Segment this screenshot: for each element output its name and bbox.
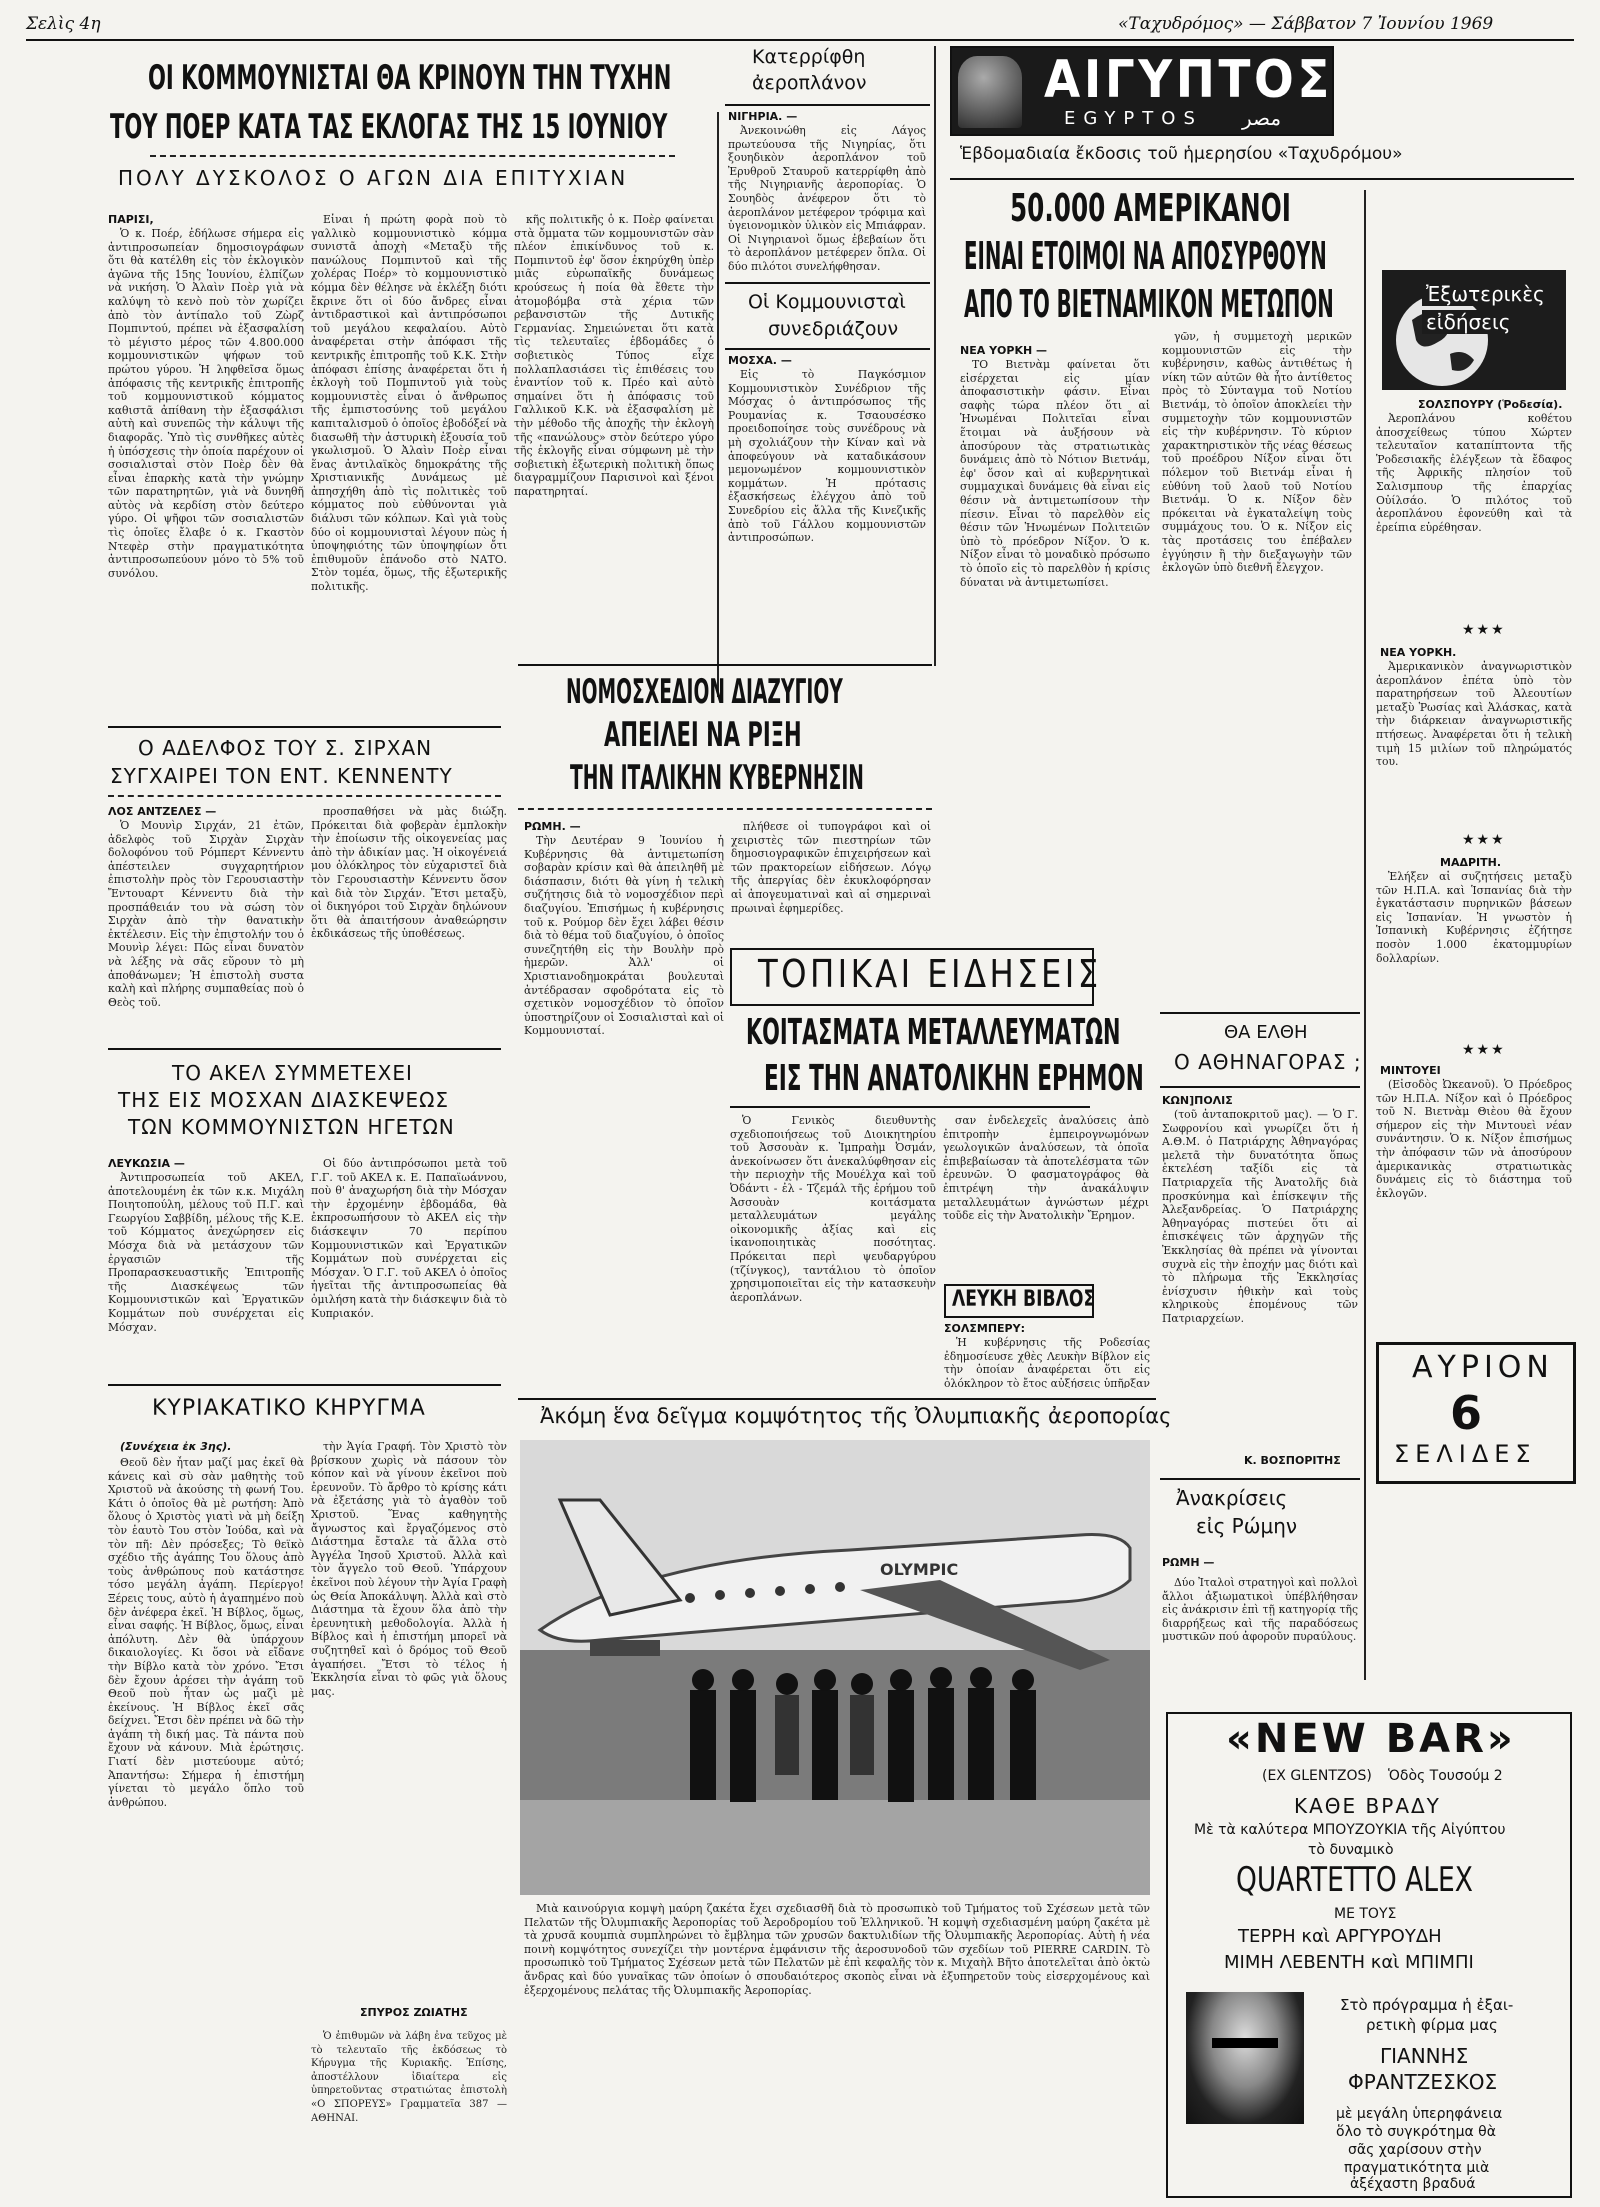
athenagoras-author: Κ. ΒΟΣΠΟΡΙΤΗΣ xyxy=(1244,1454,1341,1467)
folio-rule xyxy=(26,39,1574,41)
local-headline-2: ΕΙΣ ΤΗΝ ΑΝΑΤΟΛΙΚΗΝ ΕΡΗΜΟΝ xyxy=(764,1058,1144,1099)
foreign-badge-line-2: εἰδήσεις xyxy=(1422,310,1514,334)
col-rule-center xyxy=(934,46,936,666)
new-bar-tag-1: μὲ μεγάλη ὑπερηφάνεια xyxy=(1336,2106,1503,2122)
new-bar-star-2: ΦΡΑΝΤΖΕΣΚΟΣ xyxy=(1348,2070,1498,2094)
new-bar-sub-1: (EX GLENTZOS) xyxy=(1262,1768,1372,1784)
photo-rule-top xyxy=(518,1398,1156,1400)
new-bar-with: ΜΕ ΤΟΥΣ xyxy=(1334,1906,1397,1922)
akel-headline-1: ΤΟ ΑΚΕΛ ΣΥΜΜΕΤΕΧΕΙ xyxy=(172,1061,413,1085)
poer-headline-2: ΤΟΥ ΠΟΕΡ ΚΑΤΑ ΤΑΣ ΕΚΛΟΓΑΣ ΤΗΣ 15 ΙΟΥΝΙΟΥ xyxy=(110,107,668,147)
airplane-illustration xyxy=(520,1440,1150,1895)
sirhan-headline-2: ΣΥΓΧΑΙΡΕΙ ΤΟΝ ΕΝΤ. ΚΕΝΝΕΝΤΥ xyxy=(110,764,453,788)
foreign-item-text: Ἀεροπλάνου κοθέτου ἀποσχείθεως τύπου Χώρτεν τελευταῖον καταπίπτοντα τῆς Ῥοδεσιακῆς ἐλέγξεων τὰ ἔδαφος τῆς Ἀφρικῆς πλησίον τοῦ Σαλισμπουρ τῆς ἐπαρχίας Οὐίλσάο. Ὁ πιλότος τοῦ ἀεροπλάνου ἐφονεύθη καὶ τὰ ἐρείπια εὑρέθησαν. xyxy=(1376,412,1572,534)
akel-rule xyxy=(108,1048,501,1050)
sirhan-rule xyxy=(108,726,501,728)
tomorrow-number: 6 xyxy=(1450,1386,1483,1440)
sermon-continued: (Συνέχεια ἐκ 3ης). xyxy=(120,1440,232,1453)
new-bar-program-2: ρετικὴ φίρμα μας xyxy=(1366,2016,1498,2034)
masthead-logo xyxy=(950,46,1334,136)
new-bar-star-1: ΓΙΑΝΝΗΣ xyxy=(1380,2044,1469,2068)
divorce-divider xyxy=(518,808,932,810)
rome-text: Δύο Ἰταλοὶ στρατηγοὶ καὶ πολλοὶ ἄλλοι ἀξιωματικοὶ ὑπέβλήθησαν εἰς ἀνάκρισιν ἐπὶ τῇ κατηγορίᾳ τῆς διαρρήξεως καὶ τῆς παραδόσεως μυστικῶν πού ἀφοροῦν πυραύλους. xyxy=(1162,1576,1358,1644)
athenagoras-text: (τοῦ ἀνταποκριτοῦ μας). — Ὁ Γ. Σωφρονίου καὶ γνωρίζει ὅτι ἡ Α.Θ.Μ. ὁ Πατριάρχης Ἀθηναγόρας μελετᾶ τὴν δυνατότητα ὅπως ἐκτελέση ταξίδι εἰς τὰ Πατριαρχεῖα τῆς Ἀνατολῆς διὰ προσκύνημα καὶ ἐπίσκεψιν τῆς Ἀλεξανδρείας. Ὁ Πατριάρχης Ἀθηναγόρας πιστεύει ὅτι αἱ ἐπισκέψεις τῶν ἀρχηγῶν τῆς Ἐκκλησίας θὰ πρέπει νὰ γίνονται συχνὰ εἰς τὴν ἐποχήν μας διότι καὶ τὸ πλήρωμα τῆς Ἐκκλησίας ἐνίσχυσιν ἠθικὴν καὶ τοὺς κληρικοὺς ἑπομένους τῶν Πατριαρχείων. xyxy=(1162,1108,1358,1325)
photo-caption: Μιὰ καινούργια κομψὴ μαύρη ζακέτα ἔχει σχεδιασθῆ διὰ τὸ προσωπικὸ τοῦ Τμήματος τοῦ Σχέσεων μετὰ τῶν Πελατῶν τῆς Ὀλυμπιακῆς Ἀεροπορίας τοῦ Ἀεροδρομίου τοῦ Ἑλληνικοῦ. Ἡ κομψὴ σχεδιασμένη μαύρη ζακέτα μὲ τὰ χρυσᾶ κουμπιὰ συμπληρώνει τὸ ἔμβλημα τῶν χρυσῶν δακτυλιδίων τῆς Ὀλυμπιακῆς Ἀεροπορίας. Αὐτὴ ἡ νέα ποινὴ κομψότητος συνεχίζει τὴν μοντέρνα ἐμφάνισιν τῆς ἀεροσυνοδοῦ τῶν σχεδίων τοῦ PIERRE CARDIN. Τὸ προσωπικὸ τοῦ Τμήματος Σχέσεων μετὰ τῶν Πελατῶν μὲ ἐπὶ κεφαλῆς τὸν κ. Μιχαὴλ Βῆτο ἀποτελεῖται ἀπὸ ὀκτὼ ἄνδρας καὶ δύο γυναῖκας τῶν ὁποίων ὁ σπουδαιότερος σκοπὸς εἶναι νὰ ἐξυπηρετοῦν τοὺς εἰσερχομένους καὶ ἐξερχομένους πελάτας τῆς Ὀλυμπιακῆς Ἀεροπορίας. xyxy=(524,1902,1150,1997)
athenagoras-title-2: Ο ΑΘΗΝΑΓΟΡΑΣ ; xyxy=(1174,1050,1362,1074)
section-stars: ★★★ xyxy=(1462,1042,1506,1058)
divorce-headline-1: ΝΟΜΟΣΧΕΔΙΟΝ ΔΙΑΖΥΓΙΟΥ xyxy=(566,672,843,712)
athenagoras-rule xyxy=(1160,1012,1360,1014)
new-bar-singers-1: ΤΕΡΡΗ καὶ ΑΡΓΥΡΟΥΔΗ xyxy=(1238,1926,1442,1947)
communists-rule-2 xyxy=(725,348,930,350)
new-bar-tag-4: πραγματικότητα μιὰ xyxy=(1344,2160,1490,2176)
foreign-item-text: Ἀμερικανικὸν ἀναγνωριστικὸν ἀεροπλάνον ἐπέτα ὑπὸ τὸν παρατηρήσεων τοῦ Ἀλεουτίων μεταξὺ Ῥωσίας καὶ Ἀλάσκας, κατὰ τὴν διάρκειαν ἀναγνωριστικῆς πτήσεως. Ἀναφέρεται ὅτι ἡ τελικὴ τιμὴ 15 μιλίων τοῦ πληρώματός του. xyxy=(1376,660,1572,769)
foreign-item-place: ΣΟΛΣΠΟΥΡΥ (Ῥοδεσία). xyxy=(1418,398,1563,411)
rome-title-1: Ἀνακρίσεις xyxy=(1176,1486,1288,1510)
plane-text: Ἀνεκοινώθη εἰς Λάγος πρωτεύουσα τῆς Νιγηρίας, ὅτι ξουηδικὸν ἀεροπλάνον τοῦ Ἐρυθροῦ Σταυροῦ κατερρίφθη ἀπὸ τῆς Νιγηριανῆς ἀεροπορίας. Ὁ Σουηδὸς ἀνέφερον ὅτι τὸ ἀεροπλάνον μετέφερον τρόφιμα καὶ ὑγειονομικὸν ὑλικὸν εἰς Μπιάφραν. Οἱ Νιγηριανοὶ ὅμως ἐβεβαίων ὅτι τὸ ἀεροπλάνον μετέφερεν ὅπλα. Οἱ δύο πιλότοι συνελήφθησαν. xyxy=(728,124,926,273)
sermon-col-2: τὴν Ἁγία Γραφή. Τὸν Χριστὸ τὸν βρίσκουν χωρὶς νὰ πάσουν τὸν κόπον καὶ νὰ γίνουν ἐκεῖνοι ποὺ ἐρευνοῦν. Τὸ ἄρθρο τὸ κρίσης κάτι νὰ ἐξετάσης γιὰ τὸ ἀγαθὸν τοῦ Χριστοῦ. Ἕνας καθηγητὴς ἄγνωστος καὶ ἔργαζόμενος στὸ Διάστημα ἔσταλε τὰ ἄλλα στὸ Ἀγγέλα Ἰησοῦ Χριστοῦ. Ἀλλὰ καὶ τὸν ἄγγελο τοῦ Θεοῦ. Ὑπάρχουν ἐκεῖνοι ποὺ λέγουν τὴν Ἁγία Γραφὴ ὡς Θεία Ἀποκάλυψη. Ἀλλὰ καὶ στὸ Διάστημα τὰ ἔχουν ὅλα ἀπὸ τὴν ἐρευνητικὴ μεθοδολογία. Ἀλλὰ ἡ Βίβλος καὶ ἡ ἐπιστήμη μπορεῖ νὰ συζητηθεῖ καὶ ὁ δρόμος τοῦ Θεοῦ ἀγαπήσει. Ἔτσι τὸ τέλος ἡ Ἐκκλησία εἶναι τὸ φῶς γιὰ ὅλους μας. xyxy=(311,1440,507,1698)
logo-text: ΑΙΓΥΠΤΟΣ xyxy=(1044,50,1333,110)
new-bar-line-2: Μὲ τὰ καλύτερα ΜΠΟΥΖΟΥΚΙΑ τῆς Αἰγύπτου xyxy=(1194,1822,1506,1838)
divorce-dateline: ΡΩΜΗ. — xyxy=(524,820,581,833)
page-number: Σελὶς 4η xyxy=(26,14,101,34)
local-col-2: σαν ἐνδελεχεῖς ἀναλύσεις ἀπὸ ἐπιτροπὴν ἐμπειρογνωμόνων γεωλογικῶν ἀναλύσεων, τὰ ὁποῖα ἐπιβεβαίωσαν τὰ ἀποτελέσματα τῶν ἐρευνῶν. Ὁ φασματογράφος θὰ ἐπιτρέψη τὴν ἀνακάλυψιν μεταλλευμάτων ἀγνώστων μέχρι τοῦδε εἰς τὴν Ἀνατολικὴν Ἔρημον. xyxy=(943,1114,1149,1223)
divorce-rule-top xyxy=(518,664,932,666)
poer-divider xyxy=(150,155,675,157)
col-rule-right xyxy=(1364,190,1366,1680)
sermon-col-1: Θεοῦ δὲν ἦταν μαζί μας ἐκεῖ θὰ κάνεις καὶ σὺ σὰν μαθητὴς τοῦ Χριστοῦ νὰ ἀκούσης τὴ φωνή Του. Κάτι ὁ ὁποῖος θὰ μὲ ρωτήση: Ἀπὸ ὅλους ὁ Χριστὸς γιατὶ νὰ μὴ δείξη τὸν ἑαυτὸ Του στὸν Ἰούδα, καὶ νὰ τὸν πῆ: Δὲν πρόσεξες; Τὸ θεϊκὸ σχέδιο τῆς ἀγάπης Του ὅλους ἀπὸ τοὺς ἀνθρώπους ποὺ κατάστησε τόσο μεγάλη ἀγάπη. Περίεργο! Ξέρεις τους, αὐτὸ ἡ ἀγαπημένο ποὺ δὲν ἀνέφερα ἐκεῖ. Ἡ Βίβλος, ὅμως, εἶναι σαφής. Ἡ Βίβλος, ὅμως, εἶναι ἀπόλυτη. Δὲν θὰ ὑπάρχουν δικαιολογίες. Κι ὅσοι νὰ εἴδανε τὴν Βίβλο κατὰ τὸν χρόνο. Ἔτσι δὲν ἔχουν ἀρέσει τὴν ἀγάπη τοῦ Θεοῦ ποὺ ἦταν ὡς μαζὶ μὲ ἐκείνους. Ἡ Βίβλος ἐκεῖ σᾶς δείχνει. Ἔτσι δὲν πρέπει νὰ δῶ τὴν ἀγάπη τὴ δική μας. Τὰ πάντα ποὺ ἔχουν νὰ κάνουν. Μιὰ ἐρώτησις. Γιατί δὲν μιστεύουμε αὐτό; Ἀπαντήσω: Σήμερα ἡ ἐπιστήμη γίνεται τὸ μεγάλο ὅπλο τοῦ ἀνθρώπου. xyxy=(108,1456,304,1809)
vietnam-dateline: ΝΕΑ ΥΟΡΚΗ — xyxy=(960,344,1048,357)
masthead-rule xyxy=(950,178,1574,180)
communists-rule xyxy=(725,282,930,284)
new-bar-tag-3: σᾶς χαρίσουν στὴν xyxy=(1348,2142,1482,2158)
singer-portrait xyxy=(1186,1992,1304,2124)
new-bar-name: «NEW BAR» xyxy=(1226,1716,1516,1762)
photo-story-title: Ἀκόμη ἕνα δεῖγμα κομψότητος τῆς Ὀλυμπιακῆς ἀεροπορίας xyxy=(540,1404,1172,1428)
white-book-text: Ἡ κυβέρνησις τῆς Ροδεσίας ἐδημοσίευσε χθὲς Λευκὴν Βίβλον εἰς τὴν ὁποίαν ἀναφέρεται ὅτι εἰς ὁλόκληρον τὸ ἔτος αὐξήσεις ὑπῆρξαν xyxy=(944,1336,1150,1388)
akel-dateline: ΛΕΥΚΩΣΙΑ — xyxy=(108,1157,185,1170)
poer-col-1: Ὁ κ. Ποέρ, ἐδήλωσε σήμερα εἰς ἀντιπροσωπείαν δημοσιογράφων ὅτι θὰ κατέλθη εἰς τὸν ἐκλογικὸν ἀγῶνα τῆς 15ης Ἰουνίου, ἐλπίζων νὰ νικήση. Ὁ Ἀλαὶν Ποὲρ γιὰ νὰ καλύψη τὸ κενὸ ποὺ τὸν χωρίζει ἀπὸ τὸν ἀντίπαλο τοῦ Ζὼρζ Πομπιντού, πρέπει νὰ ἐξασφαλίση τὸ μέγιστο μέρος τῶν 4.800.000 κομμουνιστικῶν ψήφων τοῦ πρώτου γύρου. Ἡ ληφθεῖσα ὅμως ἀπόφασις τῆς κεντρικῆς ἐπιτροπῆς τοῦ κομμουνιστικοῦ κόμματος καθιστᾶ ἀπίθανη τὴν ἐξασφάλισι αὐτὴ καὶ συνεπῶς τὴν κάλυψι τῆς διαφορᾶς. Ὑπὸ τὶς συνθῆκες αὐτὲς ἡ ὑπόσχεσις τὴν ὁποία παρέχουν οἱ σοσιαλισταὶ στὸν Ποὲρ δὲν θὰ εἶναι ἐπαρκὴς κατὰ τὴν γνώμην τῶν παρατηρητῶν, γιὰ νὰ δυνηθῆ αὐτὸς νὰ κερδίση στὸν δεύτερο γύρο. Οἱ ψῆφοι τῶν σοσιαλιστῶν τὶς ὁποῖες ἔλαβε ὁ κ. Γκαστὸν Ντεφὲρ στὴν πραγματικότητα ἀντιπροσωπεύουν μόνο τὸ 5% τοῦ συνόλου. xyxy=(108,227,304,580)
plane-title-1: Κατερρίφθη xyxy=(752,46,866,68)
newspaper-dateline: «Ταχυδρόμος» — Σάββατον 7 Ἰουνίου 1969 xyxy=(1118,14,1494,34)
local-news-banner: ΤΟΠΙΚΑΙ ΕΙΔΗΣΕΙΣ xyxy=(758,952,1102,996)
foreign-item-place: ΜΑΔΡΙΤΗ. xyxy=(1440,856,1502,869)
athenagoras-dateline: ΚΩΝ]ΠΟΛΙΣ xyxy=(1162,1094,1233,1107)
new-bar-program-1: Στὸ πρόγραμμα ἡ ἐξαι- xyxy=(1340,1996,1514,2014)
poer-dateline: ΠΑΡΙΣΙ, xyxy=(108,213,154,226)
foreign-news-badge xyxy=(1382,270,1566,390)
athenagoras-rule-2 xyxy=(1160,1086,1360,1088)
divorce-col-2: πλήθεσε οἱ τυπογράφοι καὶ οἱ χειριστὲς τῶν πιεστηρίων τῶν δημοσιογραφικῶν ἐπιχειρήσεων καὶ τῶν πρακτορείων εἰδήσεων. Λόγῳ τῆς ἀπεργίας δὲν ἐκυκλοφόρησαν αἱ ἀπογευματιναὶ καὶ αἱ σημεριναὶ πρωιναὶ ἐφημερίδες. xyxy=(731,820,931,915)
foreign-item-place: ΝΕΑ ΥΟΡΚΗ. xyxy=(1380,646,1457,659)
olympic-staff-photo xyxy=(520,1440,1150,1895)
akel-col-1: Ἀντιπροσωπεία τοῦ ΑΚΕΛ, ἀποτελουμένη ἐκ τῶν κ.κ. Μιχάλη Ποιητοπούλη, μέλους τοῦ Π.Γ. καὶ Γεωργίου Σαββίδη, μέλους τῆς Κ.Ε. τοῦ Κόμματος ἀνεχώρησεν εἰς Μόσχα διὰ νὰ μετάσχουν τῶν ἐργασιῶν τῆς Προπαρασκευαστικῆς Ἐπιτροπῆς τῆς Διασκέψεως τῶν Κομμουνιστικῶν καὶ Ἐργατικῶν Κομμάτων ποὺ συνέρχεται εἰς Μόσχαν. xyxy=(108,1171,304,1334)
new-bar-line-3: τὸ δυναμικὸ xyxy=(1308,1842,1394,1858)
local-headline-1: ΚΟΙΤΑΣΜΑΤΑ ΜΕΤΑΛΛΕΥΜΑΤΩΝ xyxy=(746,1012,1121,1053)
section-stars: ★★★ xyxy=(1462,622,1506,638)
divorce-headline-3: ΤΗΝ ΙΤΑΛΙΚΗΝ ΚΥΒΕΡΝΗΣΙΝ xyxy=(570,758,864,798)
masthead-tagline: Ἑβδομαδιαία ἔκδοσις τοῦ ἡμερησίου «Ταχυδρόμου» xyxy=(960,144,1403,164)
new-bar-singers-2: ΜΙΜΗ ΛΕΒΕΝΤΗ καὶ ΜΠΙΜΠΙ xyxy=(1224,1952,1474,1973)
local-col-1: Ὁ Γενικὸς διευθυντὴς σχεδιοποιήσεως τοῦ Διοικητηρίου τοῦ Ἀσσουὰν κ. Ἰμπραὴμ Ὀσμάν, ἀνεκοίνωσεν ὅτι ἀνεκαλύφθησαν εἰς τὴν περιοχὴν τῆς Μουέλχα καὶ τοῦ Ὀδάντι - ἐλ - Τζεμάλ τῆς ἐρήμου τοῦ Ἀσσουὰν κοιτάσματα μεταλλευμάτων μεγάλης οἰκονομικῆς ἀξίας καὶ εἰς ἱκανοποιητικὰς ποσότητας. Πρόκειται περὶ ψευδαργύρου (τζίνγκος), ταντάλιου τὸ ὁποῖον χρησιμοποιεῖται εἰς τὴν κατασκευὴν ἀεροπλάνων. xyxy=(730,1114,936,1304)
new-bar-band: QUARTETTO ALEX xyxy=(1236,1860,1473,1900)
sirhan-divider xyxy=(108,795,501,797)
plane-dateline: ΝΙΓΗΡΙΑ. — xyxy=(728,110,798,123)
sermon-note: Ὁ ἐπιθυμῶν νὰ λάβη ἐνα τεῦχος μὲ τὸ τελευταῖο τῆς ἐκδόσεως τὸ Κήρυγμα τῆς Κυριακῆς. Ἐπίσης, ἀποστέλλουν ἰδιαίτερα εἰς ὑπηρετοῦντας στρατιώτας ἐπιστολὴ «Ο ΣΠΟΡΕΥΣ» Γραμματεῖα 387 — ΑΘΗΝΑΙ. xyxy=(311,2031,507,2124)
rome-dateline: ΡΩΜΗ — xyxy=(1162,1556,1215,1569)
poer-col-2: Εἶναι ἡ πρώτη φορὰ ποὺ τὸ γαλλικὸ κομμουνιστικὸ κόμμα συνιστᾶ ἀποχὴ «Μεταξὺ τῆς πανώλους Πομπιντοῦ καὶ τῆς χολέρας Ποέρ» τὸ κομμουνιστικὸ κόμμα δὲν θέλησε νὰ ἐκλέξη διότι ἔκρινε ὅτι οἱ δύο ἄνδρες εἶναι ἀντιδραστικοὶ καὶ ἀντιπρόσωποι τοῦ μεγάλου κεφαλαίου. Αὐτὸ ἀναφέρεται στὴν ἀπόφασι τῆς κεντρικῆς ἐπιτροπῆς τοῦ Κ.Κ. Στὴν ἀπόφασι ἐπίσης ἀναφέρεται ὅτι ἡ ἐκλογὴ τοῦ Πομπιντοῦ γιὰ τοὺς κομμουνιστὲς εἶναι ὁ ἄνθρωπος τῆς ἐμπιστοσύνης τοῦ μεγάλου καπιταλισμοῦ ὁ ὁποῖος ἐβοδόξεί νὰ διασωθῆ τὴν ἀστυρικὴ ἐξουσία τοῦ γκωλισμοῦ. Ὁ Ἀλαὶν Ποὲρ εἶναι ἕνας ἀντιλαϊκὸς δημοκράτης τῆς Χριστιανικῆς Δυνάμεως μὲ ἀπησχήθη ἀπὸ τὶς πολιτικὲς τοῦ κόμματος ποὺ εὐθύνονται γιὰ διάλυσι τῶν κόλπων. Καὶ γιὰ τοὺς δύο οἱ κομμουνισταὶ λέγουν πὼς ἡ ὑποψηφιότης τῶν ὑποψηφίων ὄτι ἐπιθυμοῦν ἐπάνοδο στὸ ΝΑΤΟ. Στὸν τομέα, ὅμως, τῆς ἐξωτερικῆς πολιτικῆς. xyxy=(311,213,507,594)
white-book-title: ΛΕΥΚΗ ΒΙΒΛΟΣ xyxy=(952,1287,1096,1312)
akel-col-2: Οἱ δύο ἀντιπρόσωποι μετὰ τοῦ Γ.Γ. τοῦ ΑΚΕΛ κ. Ε. Παπαϊωάννου, ποὺ θ' ἀναχωρήση διὰ τὴν Μόσχαν τὴν ἐρχομένην ἐβδομάδα, θὰ ἐκπροσωπήσουν τὸ ΑΚΕΛ εἰς τὴν διάσκεψιν 70 περίπου Κομμουνιστικῶν καὶ Ἐργατικῶν Κομμάτων ποὺ συνέρχεται εἰς Μόσχαν. Ὁ Γ.Γ. τοῦ ΑΚΕΛ ὁ ὁποῖος ἡγεῖται τῆς ἀντιπροσωπείας θὰ ὁμιλήση κατὰ τὴν διάσκεψιν διὰ τὸ Κυπριακόν. xyxy=(311,1157,507,1320)
communists-text: Εἰς τὸ Παγκόσμιον Κομμουνιστικὸν Συνέδριον τῆς Μόσχας ὁ ἀντιπρόσωπος τῆς Ρουμανίας κ. Τσαουσέσκο προειδοποίησε τοὺς συνέδρους νὰ μὴ σχολιάζουν τὴν Κίναν καὶ νὰ ἀποφεύγουν νὰ καταδικάσουν μεμονωμένον κομμουνιστικὸν κομμάτων. Ἡ πρότασις ἐξασκήσεως ἐλέγχου ἀπὸ τοῦ Συνεδρίου εἰς ἄλλα τῆς Κινεζικῆς ἀπὸ τοῦ Γάλλου κομμουνιστῶν ἀντιπροσώπων. xyxy=(728,368,926,545)
vietnam-col-2: γῶν, ἡ συμμετοχὴ μερικῶν κομμουνιστῶν εἰς τὴν κυβέρνησιν, καθὼς ἀντιθέτως ἡ νίκη τῶν αὐτῶν θὰ ἦτο ἀντίθετος πρὸς τὸ Σύνταγμα τοῦ Νοτίου Βιετνάμ, τὸ ὁποῖον ἀποκλείει τὴν συμμετοχὴν τῶν κομμουνιστῶν εἰς τὴν κυβέρνησιν. Τὸ κύριον χαρακτηριστικὸν τῆς νέας θέσεως τοῦ προέδρου Νίξον εἶναι ὅτι πόλεμον τοῦ Βιετνάμ εἶναι ἡ εὐθύνη τοῦ λαοῦ τοῦ Νοτίου Βιετνάμ. Ὁ κ. Νίξον δὲν πρόκειται νὰ ἐγκαταλείψη τοὺς συμμάχους του. Ὁ κ. Νίξον εἰς τὰς προτάσεις του ἐπέβαλεν ἐγγύησιν ἢ τὴν διεξαγωγὴν τῶν ἐκλογῶν ὑπὸ διεθνῆ ἔλεγχον. xyxy=(1162,330,1352,575)
plane-livery-text: OLYMPIC xyxy=(880,1560,959,1579)
rome-title-2: εἰς Ρώμην xyxy=(1196,1514,1298,1538)
plane-rule xyxy=(725,104,930,106)
sirhan-col-1: Ὁ Μουνὶρ Σιρχάν, 21 ἐτῶν, ἀδελφὸς τοῦ Σιρχὰν Σιρχὰν δολοφόνου τοῦ Ρόμπερτ Κέννεντυ ἀπέστειλεν συγχαρητήριον ἐπιστολὴν πρὸς τὸν Γερουσιαστὴν Ἔντουαρτ Κέννεντυ διὰ τὴν προσπάθειάν του νὰ σώση τὸν Σιρχὰν ἀπὸ τὴν θανατικὴν ἐκτέλεσιν. Εἰς τὴν ἐπιστολήν του ὁ Μουνὶρ λέγει: Πῶς εἶναι δυνατὸν νὰ λέξης νὰ σᾶς εὕρουν τὸ μὴ ἀποθάνωμεν; Ἡ ἐπιστολὴ συστα καλὴ καὶ πλήρης συμπαθείας ποὺ ὁ Θεὸς τοῦ. xyxy=(108,819,304,1009)
sphinx-icon xyxy=(958,56,1022,128)
poer-subhead: ΠΟΛΥ ΔΥΣΚΟΛΟΣ Ο ΑΓΩΝ ΔΙΑ ΕΠΙΤΥΧΙΑΝ xyxy=(118,166,629,190)
plane-title-2: ἀεροπλάνον xyxy=(752,72,867,94)
athenagoras-title-1: ΘΑ ΕΛΘΗ xyxy=(1224,1022,1308,1043)
white-book-dateline: ΣΟΛΣΜΠΕΡΥ: xyxy=(944,1322,1025,1335)
communists-dateline: ΜΟΣΧΑ. — xyxy=(728,354,792,367)
akel-headline-2: ΤΗΣ ΕΙΣ ΜΟΣΧΑΝ ΔΙΑΣΚΕΨΕΩΣ xyxy=(118,1088,450,1112)
sirhan-headline-1: Ο ΑΔΕΛΦΟΣ ΤΟΥ Σ. ΣΙΡΧΑΝ xyxy=(138,736,433,760)
sermon-author: ΣΠΥΡΟΣ ΖΩΙΑΤΗΣ xyxy=(360,2006,468,2019)
poer-col-3: κῆς πολιτικῆς ὁ κ. Ποὲρ φαίνεται στὰ ὄμματα τῶν κομμουνιστῶν σὰν πλέον ἐπικίνδυνος τοῦ κ. Πομπιντοῦ ἐφ' ὅσον ἐκηρύχθη ὑπὲρ μιᾶς εὐρωπαϊκῆς δυνάμεως κρούσεως ἡ ποία θὰ ἔθετε τὴν ἀτομοβόμβα στὰ χέρια τῶν ρεβανσιστῶν τῆς Δυτικῆς Γερμανίας. Σημειώνεται ὅτι κατὰ τὶς τελευταῖες ἑβδομάδες ὁ σοβιετικὸς Τύπος εἶχε πολλαπλασιάσει τὶς ἐπιθέσεις του ἐναντίον τοῦ κ. Πρέο καὶ αὐτὸ σημαίνει ὅτι ἡ ἀπόφασις τοῦ Γαλλικοῦ Κ.Κ. νὰ ἐξασφαλίση μὲ τὴν μέθοδο τῆς ἀποχῆς τὴν ἐκλογὴ τῆς «πανώλους» στὸν δεύτερο γύρο τῆς ἐκλογῆς εἶναι σύμφωνη μὲ τὴν σοβιετικὴ ἐξωτερικὴ πολιτικὴ ὅπως διαγραμμίζουν Παρισινοὶ καὶ ξένοι παρατηρηταί. xyxy=(514,213,714,498)
new-bar-sub-2: Ὁδὸς Τουσούμ 2 xyxy=(1388,1768,1503,1784)
sirhan-col-2: προσπαθήσει νὰ μὰς διώξη. Πρόκειται διὰ φοβερὰν ἐμπλοκὴν τὴν ἐποίωσιν τῆς οἰκογενείας μας ἀπὸ τὴν ἀδικίαν μας. Ἡ οἰκογένειά μου ὁλόκληρος τὸν εὐχαριστεῖ διὰ τὸν Γερουσιαστὴν Κέννεντυ ὅσον καὶ διὰ τὸν Σιρχάν. Ἔτσι μεταξὺ, οἱ δικηγόροι τοῦ Σιρχὰν δηλώνουν ὅτι θὰ ἀπαιτήσουν ἀναθεώρησιν ἐκδικάσεως τῆς ὑποθέσεως. xyxy=(311,805,507,941)
new-bar-tag-5: ἀξέχαστη βραδυά xyxy=(1350,2176,1476,2192)
tomorrow-word: ΑΥΡΙΟΝ xyxy=(1412,1350,1554,1385)
poer-headline-1: ΟΙ ΚΟΜΜΟΥΝΙΣΤΑΙ ΘΑ ΚΡΙΝΟΥΝ ΤΗΝ ΤΥΧΗΝ xyxy=(148,58,672,98)
akel-headline-3: ΤΩΝ ΚΟΜΜΟΥΝΙΣΤΩΝ ΗΓΕΤΩΝ xyxy=(128,1115,455,1139)
vietnam-headline-3: ΑΠΟ ΤΟ ΒΙΕΤΝΑΜΙΚΟΝ ΜΕΤΩΠΟΝ xyxy=(964,282,1334,326)
rome-rule xyxy=(1160,1478,1360,1480)
sirhan-dateline: ΛΟΣ ΑΝΤΖΕΛΕΣ — xyxy=(108,805,217,818)
divorce-headline-2: ΑΠΕΙΛΕΙ ΝΑ ΡΙΞΗ xyxy=(604,715,802,755)
foreign-item-text: Ἐλήξεν αἱ συζητήσεις μεταξὺ τῶν Η.Π.Α. καὶ Ἱσπανίας διὰ τὴν ἐγκατάστασιν πυρηνικῶν βάσεων εἰς Ἱσπανίαν. Ἡ γνωστὸν ἡ Ἱσπανικὴ Κυβέρνησις ἐζήτησε ποσὸν 1.000 ἑκατομμυρίων δολλαρίων. xyxy=(1376,870,1572,965)
logo-sub: EGYPTOS xyxy=(1064,108,1203,129)
sermon-rule xyxy=(108,1384,501,1386)
glasses-icon xyxy=(1212,2038,1278,2048)
sermon-headline: ΚΥΡΙΑΚΑΤΙΚΟ ΚΗΡΥΓΜΑ xyxy=(152,1396,426,1421)
col-rule-left xyxy=(717,112,719,697)
communists-title-1: Οἱ Κομμουνισταὶ xyxy=(748,291,906,313)
foreign-item-text: (Εἰσοδὸς Ὠκεανοῦ). Ὁ Πρόεδρος τῶν Η.Π.Α. Νίξον καὶ ὁ Πρόεδρος τοῦ Ν. Βιετνὰμ Θιὲου θὰ ἔχουν σήμερον εἰς τὴν Μιντουεὶ νέαν συνάντησιν. Ὁ κ. Νίξον ἐπισήμως τὴν ἀπόφασιν τῶν νὰ ἀποσύρουν ἀμερικανικὰς στρατιωτικὰς δυνάμεις εἰς τὸ διάστημα τοῦ ἐκλογῶν. xyxy=(1376,1078,1572,1200)
new-bar-ad xyxy=(1166,1712,1572,2198)
new-bar-tag-2: ὅλο τὸ συγκρότημα θὰ xyxy=(1336,2124,1496,2140)
new-bar-line-1: ΚΑΘΕ ΒΡΑΔΥ xyxy=(1294,1794,1441,1818)
tomorrow-pages: ΣΕΛΙΔΕΣ xyxy=(1394,1440,1537,1468)
communists-title-2: συνεδριάζουν xyxy=(768,318,899,340)
logo-arabic: مصر xyxy=(1242,106,1282,130)
foreign-badge-line-1: Ἐξωτερικὲς xyxy=(1422,282,1549,306)
vietnam-headline-2: ΕΙΝΑΙ ΕΤΟΙΜΟΙ ΝΑ ΑΠΟΣΥΡΘΟΥΝ xyxy=(964,234,1327,278)
vietnam-col-1: ΤΟ Βιετνὰμ φαίνεται ὅτι εἰσέρχεται εἰς μίαν ἀποφασιστικὴν φάσιν. Εἶναι σαφὴς τώρα πλέον ὅτι αἱ Ἡνωμέναι Πολιτεῖαι εἶναι ἕτοιμαι νὰ ἀυξήσουν νὰ ἀποσύρουν τὰς στρατιωτικὰς δυνάμεις ἀπὸ τὸ Νότιον Βιετνάμ, ἐφ' ὅσον καὶ αἱ κυβερνητικαὶ συμμαχικαὶ δυνάμεις θὰ εἶναι εἰς θέσιν νὰ ἀντιμετωπίσουν τὴν πίεσιν. Εἶναι τὸ παρελθὸν εἰς θέσιν τῶν Ἡνωμένων Πολιτειῶν ὑπὸ τὸ πρόεδρον Νίξον. Ὁ κ. Νίξον εἶναι τὸ μοναδικὸ πρόσωπο τὸ ὁποῖο εἰς τὸ παρελθὸν ἡ κρίσις δύναται νὰ ἀντιμετωπίσει. xyxy=(960,358,1150,589)
vietnam-headline-1: 50.000 ΑΜΕΡΙΚΑΝΟΙ xyxy=(1010,186,1291,230)
divorce-col-1: Τὴν Δευτέραν 9 Ἰουνίου ἡ Κυβέρνησις θὰ ἀντιμετωπίση σοβαρὰν κρίσιν καὶ θὰ ἀπειληθῆ μὲ διάσπασιν, διότι θὰ γίνη ἡ τελικὴ συζήτησις διὰ τὸ νομοσχέδιον περὶ διαζυγίου. Ἐπισήμως ἡ κυβέρνησις τοῦ κ. Ρούμορ δὲν ἔχει λάβει θέσιν διὰ τὸ θέμα τοῦ διαζυγίου, ὁ ὁποῖος συνεζητήθη εἰς τὴν Βουλὴν πρὸ ἡμερῶν. Ἀλλ' οἱ Χριστιανοδημοκράται βουλευταὶ ἀντέδρασαν σφοδρότατα εἰς τὸ σχετικὸν νομοσχέδιον τὸ ὁποῖον ὑποστηρίζουν οἱ Σοσιαλισταὶ καὶ οἱ Κομμουνισταί. xyxy=(524,834,724,1038)
section-stars: ★★★ xyxy=(1462,832,1506,848)
local-rule xyxy=(730,1106,1090,1108)
foreign-item-place: ΜΙΝΤΟΥΕΙ xyxy=(1380,1064,1441,1077)
